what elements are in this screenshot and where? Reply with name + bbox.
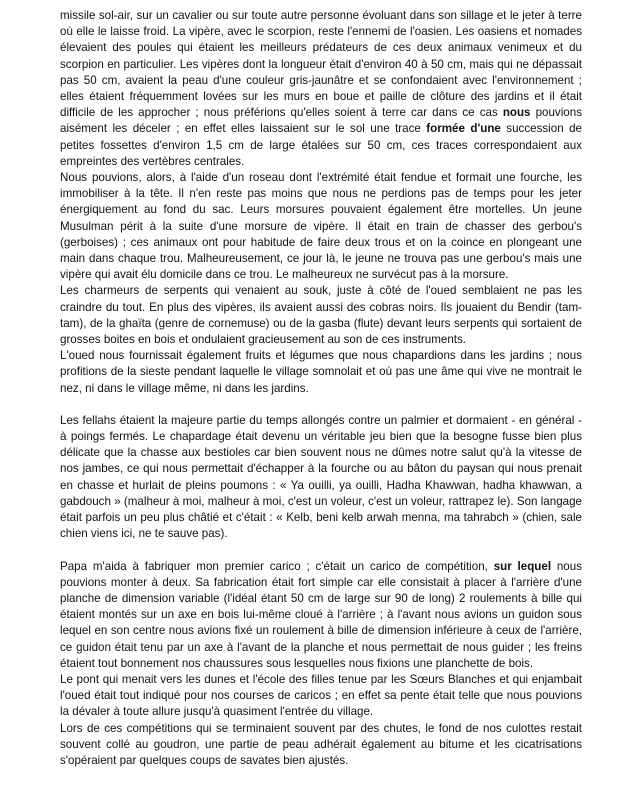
paragraph-8 bbox=[60, 721, 582, 770]
paragraph-spacer bbox=[60, 543, 582, 559]
paragraph-1 bbox=[60, 8, 582, 170]
text-segment: L'oued nous fournissait également fruits et légumes que nous chapardions dans les jardins ; nous profitions de la sieste pendant laquelle le village somnolait et où pas une âme qui vive ne montrait le nez, ni dans le village même, ni dans les jardins. bbox=[60, 349, 582, 395]
text-segment: pouvions aisément les déceler ; en effet elles laissaient sur le sol une trace bbox=[60, 106, 582, 136]
bold-segment: nous bbox=[502, 106, 531, 120]
text-segment: Lors de ces compétitions qui se terminaient souvent par des chutes, le fond de nos culottes restait souvent collé au goudron, une partie de peau adhérait également au bitume et les cicatrisations s'opéraient par quelques coups de savates bien ajustés. bbox=[60, 721, 582, 767]
paragraph-3 bbox=[60, 283, 582, 348]
text-segment: Les charmeurs de serpents qui venaient au souk, juste à côté de l'oued semblaient ne pas les craindre du tout. En plus des vipères, ils avaient aussi des cobras noirs. Ils jouaient du Bendir (tam-tam), de la ghaïta (genre de cornemuse) ou de la gasba (flute) devant leurs serpents qui sortaient de grosses boites en bois et ondulaient gracieusement au son de ces instruments. bbox=[60, 284, 582, 347]
paragraph-7 bbox=[60, 672, 582, 721]
text-segment: nous pouvions monter à deux. Sa fabrication était fort simple car elle consistait à placer à l'arrière d'une planche de dimension variable (l'idéal étant 50 cm de large sur 90 de long) 2 roulements à bille qui étaient montés sur un axe en bois lui-même cloué à l'arrière ; à l'avant nous avions un guidon sous lequel en son centre nous avions fixé un roulement à bille de dimension inférieure à ceux de l'arrière, ce guidon était tenu par un axe à l'avant de la planche et nous permettait de nous guider ; les freins étaient tout bonnement nos chaussures sous lesquelles nous fixions une planchette de bois. bbox=[60, 559, 582, 670]
paragraph-6 bbox=[60, 559, 582, 672]
bold-segment: sur lequel bbox=[493, 559, 552, 573]
text-segment: Papa m'aida à fabriquer mon premier carico ; c'était un carico de compétition, bbox=[60, 559, 494, 573]
bold-segment: formée d'une bbox=[426, 122, 501, 136]
text-segment: Le pont qui menait vers les dunes et l'école des filles tenue par les Sœurs Blanches et qui enjambait l'oued était tout indiqué pour nos courses de caricos ; en effet sa pente était telle que nous pouvions la dévaler à toute allure jusqu'à quasiment l'entrée du village. bbox=[60, 672, 582, 719]
paragraph-4 bbox=[60, 348, 582, 397]
paragraph-2 bbox=[60, 170, 582, 283]
text-segment: missile sol-air, sur un cavalier ou sur toute autre personne évoluant dans son sillage et le jeter à terre où elle le laisse froid. La vipère, avec le scorpion, reste l'ennemi de l'oasien. Les oasiens et nomades élevaient des poules qui étaient les meilleurs prédateurs de ces deux animaux venimeux et du scorpion en particulier. Les vipères dont la longueur était d'environ 40 à 50 cm, mais qui ne dépassait pas 50 cm, avaient la peau d'une couleur gris-jaunâtre et se confondaient avec l'environnement ; elles étaient fréquemment lovées sur les murs en boue et paille de clôture des jardins et il était difficile de les approcher ; nous préférions qu'elles soient à terre car dans ce cas bbox=[60, 9, 582, 120]
paragraph-spacer bbox=[60, 397, 582, 413]
document-page bbox=[60, 8, 582, 769]
text-segment: Nous pouvions, alors, à l'aide d'un roseau dont l'extrémité était fendue et formait une fourche, les immobiliser à la tête. Il n'en reste pas moins que nous ne perdions pas de temps pour les jeter énergiquement au fond du sac. Leurs morsures pouvaient également être mortelles. Un jeune Musulman périt à la suite d'une morsure de vipère. Il était en train de chasser des gerbou's (gerboises) ; ces animaux ont pour habitude de faire deux trous et on la coince en plongeant une main dans chaque trou. Malheureusement, ce jour là, le jeune ne trouva pas une gerbou's mais une vipère qui avait élu domicile dans ce trou. Le malheureux ne survécut pas à la morsure. bbox=[60, 171, 582, 282]
text-segment: Les fellahs étaient la majeure partie du temps allongés contre un palmier et dormaient - en général - à poings fermés. Le chapardage était devenu un véritable jeu bien que la besogne fusse bien plus délicate que la chasse aux bestioles car bien souvent nous ne dûmes notre salut qu'à la vitesse de nos jambes, ce qui nous permettait d'échapper à la fourche ou au bâton du paysan qui nous prenait en chasse et hurlait de pleins poumons : « Ya ouilli, ya ouilli, Hadha Khawwan, hadha khawwan, a gabdouch » (malheur à moi, malheur à moi, c'est un voleur, c'est un voleur, rattrapez le). Son langage était parfois un peu plus châtié et c'était : « Kelb, beni kelb arwah menna, ma tahrabch » (chien, sale chien viens ici, ne te sauve pas). bbox=[60, 413, 582, 541]
paragraph-5 bbox=[60, 413, 582, 543]
text-segment: succession de petites fossettes d'environ 1,5 cm de large étalées sur 50 cm, ces traces correspondaient aux empreintes des vertèbres centrales. bbox=[60, 122, 582, 168]
